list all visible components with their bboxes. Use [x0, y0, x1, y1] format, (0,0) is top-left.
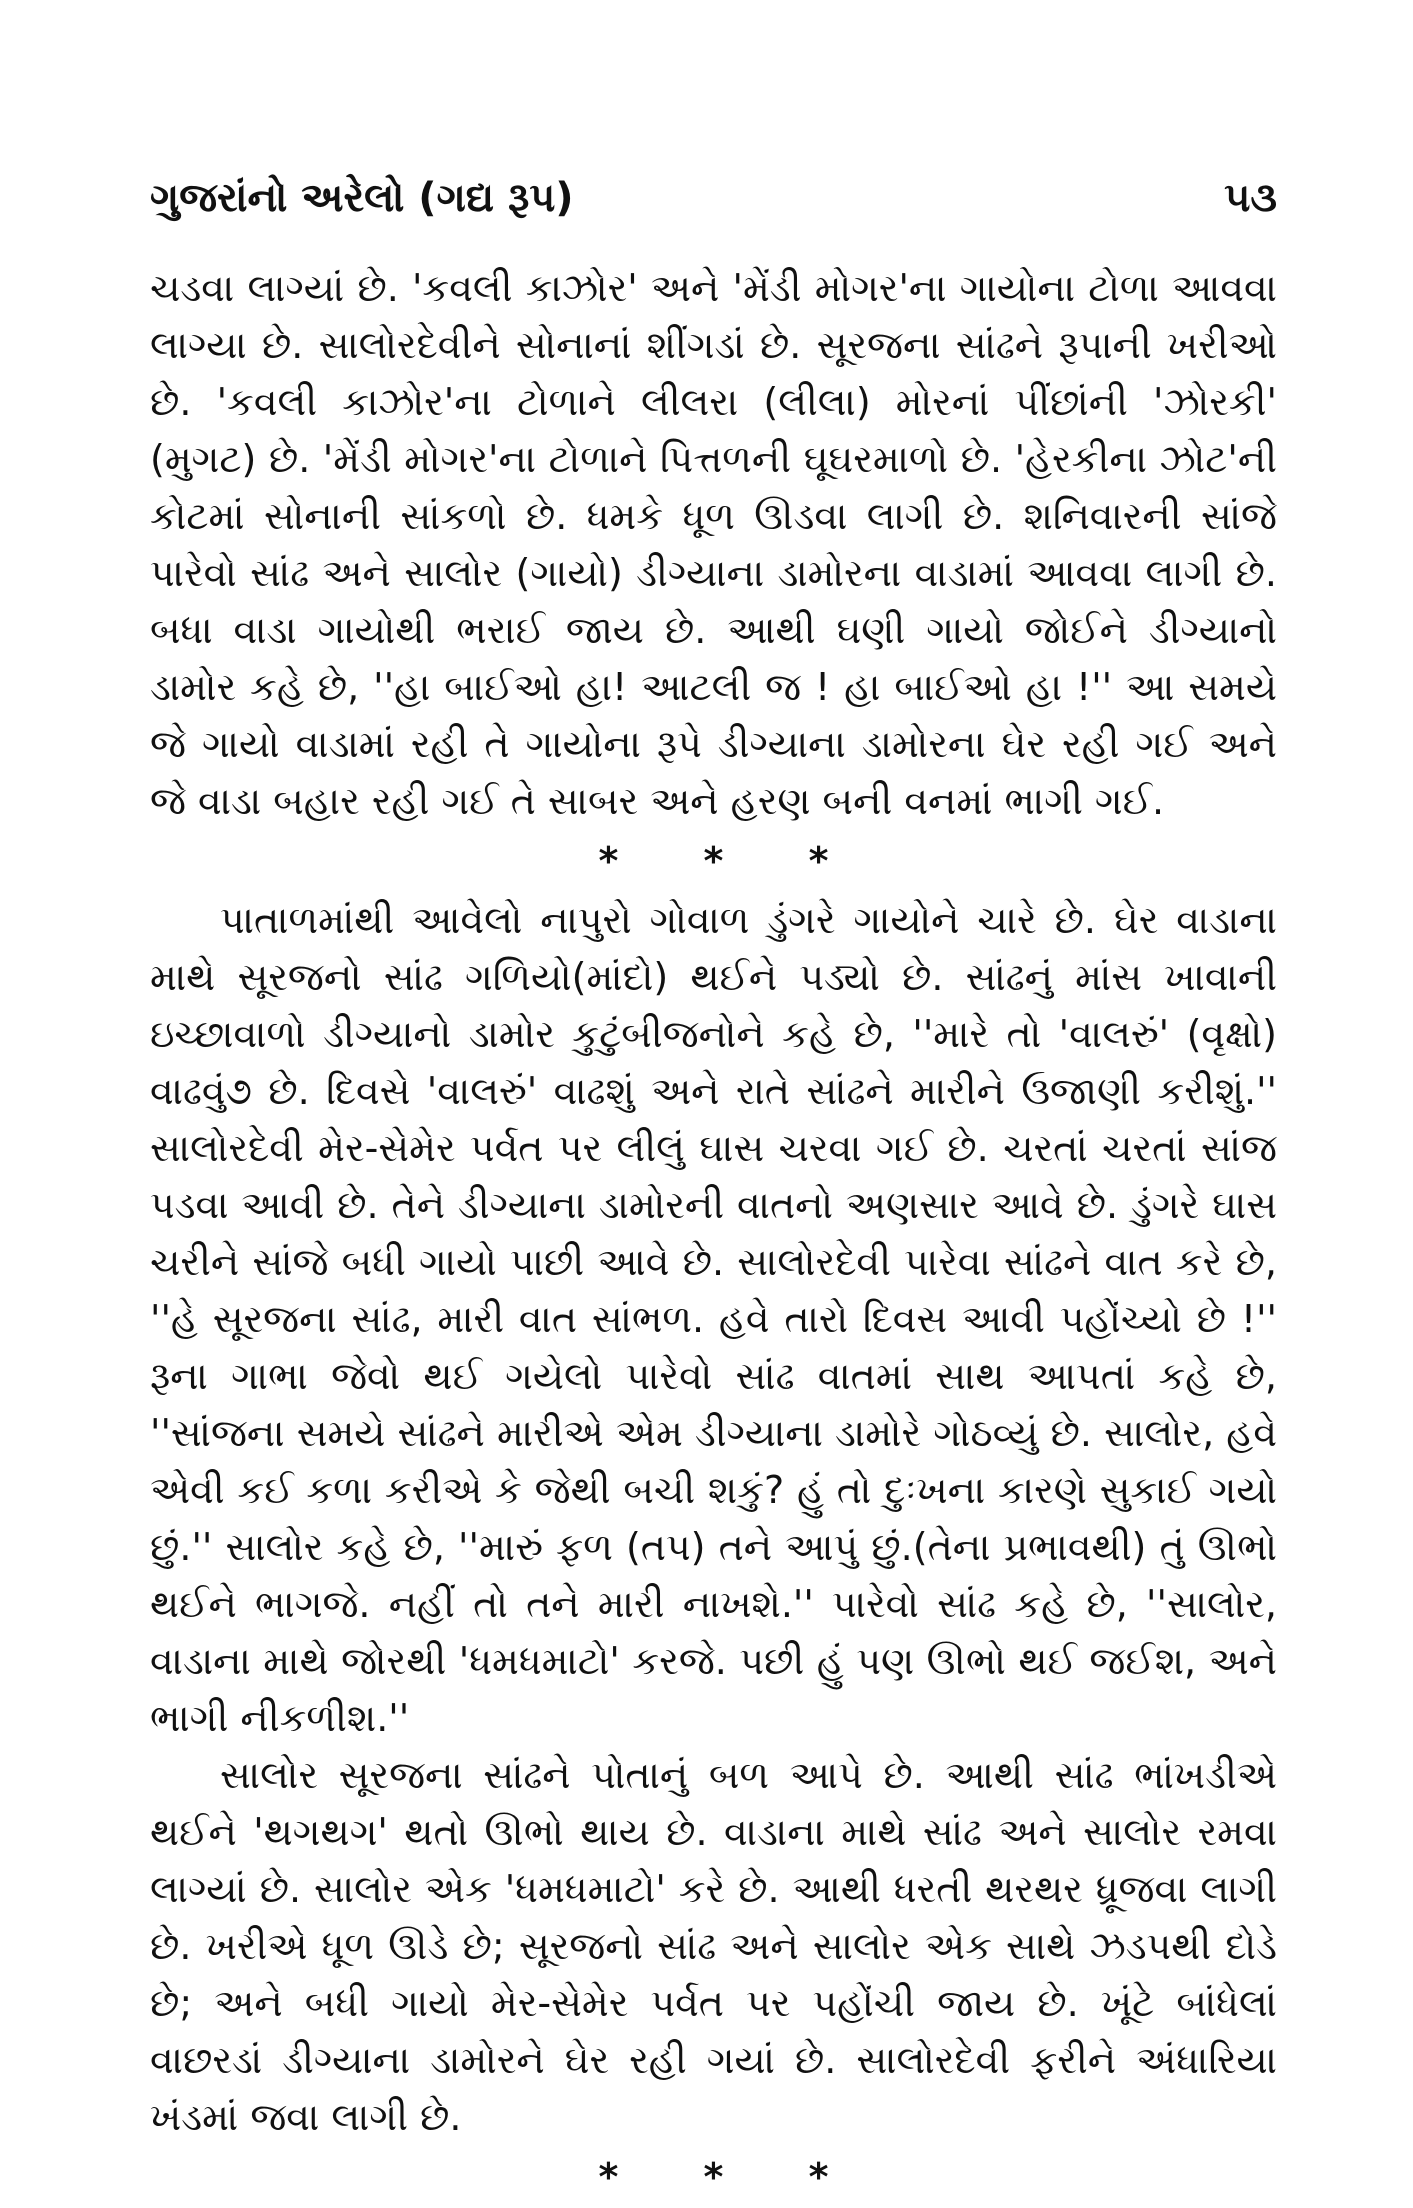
paragraph-3: સાલોર સૂરજના સાંઢને પોતાનું બળ આપે છે. આથી સાંઢ ભાંખડીએ થઈને 'થગથગ' થતો ઊભો થાય છે. વાડાના માથે સાંઢ અને સાલોર રમવા લાગ્યાં છે. સાલોર એક 'ધમધમાટો' કરે છે. આથી ધરતી થરથર ધ્રૂજવા લાગી છે. ખરીએ ધૂળ ઊડે છે; સૂરજનો સાંઢ અને સાલોર એક સાથે ઝડપથી દોડે છે; અને બધી ગાયો મેર-સેમેર પર્વત પર પહોંચી જાય છે. ખૂંટે બાંધેલાં વાછરડાં ડીગ્યાના ડામોરને ઘેર રહી ગયાં છે. સાલોરદેવી ફરીને અંધારિયા ખંડમાં જવા લાગી છે. [150, 1753, 1277, 2139]
section-separator-2: * * * [598, 2155, 865, 2199]
section-separator-1: * * * [598, 839, 865, 883]
page-number: ૫૩ [1224, 175, 1277, 221]
running-title: ગુજરાંનો અરેલો (ગદ્ય રૂપ) [150, 175, 574, 221]
paragraph-1: ચડવા લાગ્યાં છે. 'કવલી કાઝોર' અને 'મેંડી મોગર'ના ગાયોના ટોળા આવવા લાગ્યા છે. સાલોરદેવીને સોનાનાં શીંગડાં છે. સૂરજના સાંઢને રૂપાની ખરીઓ છે. 'કવલી કાઝોર'ના ટોળાને લીલરા (લીલા) મોરનાં પીંછાંની 'ઝોરકી' (મુગટ) છે. 'મેંડી મોગર'ના ટોળાને પિત્તળની ઘૂઘરમાળો છે. 'હેરકીના ઝોટ'ની કોટમાં સોનાની સાંકળો છે. ધમકે ધૂળ ઊડવા લાગી છે. શનિવારની સાંજે પારેવો સાંઢ અને સાલોર (ગાયો) ડીગ્યાના ડામોરના વાડામાં આવવા લાગી છે. બધા વાડા ગાયોથી ભરાઈ જાય છે. આથી ઘણી ગાયો જોઈને ડીગ્યાનો ડામોર કહે છે, ''હા બાઈઓ હા! આટલી જ ! હા બાઈઓ હા !'' આ સમયે જે ગાયો વાડામાં રહી તે ગાયોના રૂપે ડીગ્યાના ડામોરના ઘેર રહી ગઈ અને જે વાડા બહાર રહી ગઈ તે સાબર અને હરણ બની વનમાં ભાગી ગઈ. [150, 266, 1277, 823]
page-body [150, 260, 1277, 2208]
page-header [150, 168, 1277, 228]
paragraph-2: પાતાળમાંથી આવેલો નાપુરો ગોવાળ ડુંગરે ગાયોને ચારે છે. ઘેર વાડાના માથે સૂરજનો સાંઢ ગળિયો(માંદો) થઈને પડ્યો છે. સાંઢનું માંસ ખાવાની ઇચ્છાવાળો ડીગ્યાનો ડામોર કુટુંબીજનોને કહે છે, ''મારે તો 'વાલરું' (વૃક્ષો) વાઢવું૭ છે. દિવસે 'વાલરું' વાઢશું અને રાતે સાંઢને મારીને ઉજાણી કરીશું.'' સાલોરદેવી મેર-સેમેર પર્વત પર લીલું ઘાસ ચરવા ગઈ છે. ચરતાં ચરતાં સાંજ પડવા આવી છે. તેને ડીગ્યાના ડામોરની વાતનો અણસાર આવે છે. ડુંગરે ઘાસ ચરીને સાંજે બધી ગાયો પાછી આવે છે. સાલોરદેવી પારેવા સાંઢને વાત કરે છે, ''હે સૂરજના સાંઢ, મારી વાત સાંભળ. હવે તારો દિવસ આવી પહોંચ્યો છે !'' રૂના ગાભા જેવો થઈ ગયેલો પારેવો સાંઢ વાતમાં સાથ આપતાં કહે છે, ''સાંજના સમયે સાંઢને મારીએ એમ ડીગ્યાના ડામોરે ગોઠવ્યું છે. સાલોર, હવે એવી કઈ કળા કરીએ કે જેથી બચી શકું? હું તો દુઃખના કારણે સુકાઈ ગયો છું.'' સાલોર કહે છે, ''મારું ફળ (તપ) તને આપું છું.(તેના પ્રભાવથી) તું ઊભો થઈને ભાગજે. નહીં તો તને મારી નાખશે.'' પારેવો સાંઢ કહે છે, ''સાલોર, વાડાના માથે જોરથી 'ધમધમાટો' કરજે. પછી હું પણ ઊભો થઈ જઈશ, અને ભાગી નીકળીશ.'' [150, 898, 1277, 1740]
